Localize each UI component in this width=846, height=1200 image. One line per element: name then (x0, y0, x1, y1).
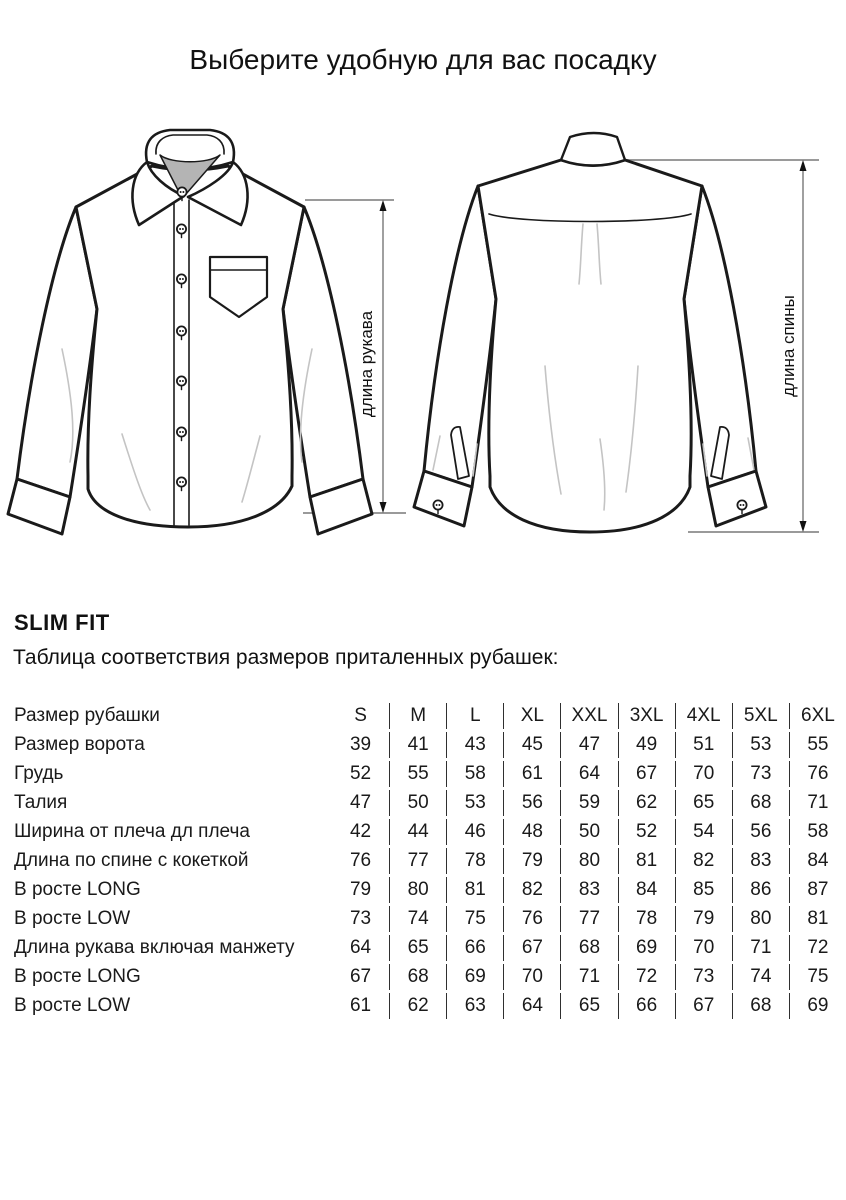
size-cell: 47 (560, 732, 617, 758)
size-cell: 70 (675, 761, 732, 787)
size-column-header: XL (503, 703, 560, 729)
size-cell: 78 (446, 848, 503, 874)
table-row (0, 964, 846, 990)
size-cell: 50 (560, 819, 617, 845)
shirt-back-drawing (414, 133, 766, 532)
size-cell: 72 (618, 964, 675, 990)
size-cell: 84 (618, 877, 675, 903)
size-cell: 79 (349, 879, 372, 900)
size-cell: 41 (389, 732, 446, 758)
size-cell: 80 (560, 848, 617, 874)
size-cell: 68 (560, 935, 617, 961)
size-cell: 72 (789, 935, 846, 961)
size-cell: 69 (446, 964, 503, 990)
sleeve-length-label: длина рукава (357, 310, 376, 418)
size-cell: 69 (618, 935, 675, 961)
size-cell: 67 (349, 966, 372, 987)
size-cell: 53 (446, 790, 503, 816)
size-cell: 81 (618, 848, 675, 874)
arrow-down-icon (380, 502, 387, 513)
size-cell: 81 (789, 906, 846, 932)
size-cell: 84 (789, 848, 846, 874)
size-cell: 70 (675, 935, 732, 961)
arrow-up-icon (380, 200, 387, 211)
size-cell: 39 (349, 734, 372, 755)
row-label: В росте LONG (14, 879, 141, 900)
size-cell: 80 (389, 877, 446, 903)
size-cell: 55 (789, 732, 846, 758)
size-cell: 66 (446, 935, 503, 961)
size-cell: 70 (503, 964, 560, 990)
row-label: Длина по спине с кокеткой (14, 850, 249, 871)
size-cell: 48 (503, 819, 560, 845)
size-header-label: Размер рубашки (14, 705, 160, 726)
shirt-diagram (0, 104, 846, 584)
size-table (0, 700, 846, 1022)
size-cell: 78 (618, 906, 675, 932)
table-row (0, 732, 846, 758)
table-row (0, 906, 846, 932)
size-cell: 55 (389, 761, 446, 787)
page-title: Выберите удобную для вас посадку (189, 44, 657, 75)
size-cell: 43 (446, 732, 503, 758)
row-label: Длина рукава включая манжету (14, 937, 295, 958)
size-column-header: 5XL (732, 703, 789, 729)
size-cell: 75 (446, 906, 503, 932)
size-cell: 80 (732, 906, 789, 932)
size-cell: 62 (618, 790, 675, 816)
size-cell: 46 (446, 819, 503, 845)
table-row (0, 848, 846, 874)
size-column-header: 4XL (675, 703, 732, 729)
row-label: В росте LONG (14, 966, 141, 987)
arrow-up-icon (800, 160, 807, 171)
size-cell: 59 (560, 790, 617, 816)
size-column-header: M (389, 703, 446, 729)
size-cell: 51 (675, 732, 732, 758)
size-cell: 64 (349, 937, 372, 958)
size-cell: 68 (732, 993, 789, 1019)
row-label: Размер ворота (14, 734, 145, 755)
size-cell: 67 (503, 935, 560, 961)
row-label: Грудь (14, 763, 64, 784)
size-column-header: L (446, 703, 503, 729)
table-row (0, 935, 846, 961)
size-cell: 56 (732, 819, 789, 845)
size-cell: 61 (349, 995, 372, 1016)
size-column-header: XXL (560, 703, 617, 729)
size-cell: 76 (789, 761, 846, 787)
size-cell: 66 (618, 993, 675, 1019)
size-cell: 83 (732, 848, 789, 874)
shirt-front-drawing (8, 130, 372, 534)
size-column-header: 6XL (789, 703, 846, 729)
size-cell: 58 (446, 761, 503, 787)
size-cell: 67 (618, 761, 675, 787)
size-cell: 77 (560, 906, 617, 932)
size-cell: 73 (732, 761, 789, 787)
table-subtitle: Таблица соответствия размеров приталенных рубашек: (13, 646, 559, 669)
size-cell: 83 (560, 877, 617, 903)
size-cell: 82 (503, 877, 560, 903)
row-label: Ширина от плеча дл плеча (14, 821, 250, 842)
size-cell: 45 (503, 732, 560, 758)
table-row (0, 993, 846, 1019)
size-cell: 44 (389, 819, 446, 845)
table-row (0, 819, 846, 845)
size-cell: 71 (560, 964, 617, 990)
size-cell: 65 (560, 993, 617, 1019)
size-cell: 69 (789, 993, 846, 1019)
size-cell: 47 (349, 792, 372, 813)
size-cell: 49 (618, 732, 675, 758)
size-column-header: 3XL (618, 703, 675, 729)
arrow-down-icon (800, 521, 807, 532)
size-cell: 77 (389, 848, 446, 874)
row-label: В росте LOW (14, 995, 131, 1016)
row-label: Талия (14, 792, 68, 813)
size-cell: 61 (503, 761, 560, 787)
size-cell: 64 (503, 993, 560, 1019)
size-cell: 62 (389, 993, 446, 1019)
row-label: В росте LOW (14, 908, 131, 929)
size-table-body (0, 732, 846, 1019)
size-cell: 85 (675, 877, 732, 903)
size-cell: 82 (675, 848, 732, 874)
size-cell: 64 (560, 761, 617, 787)
size-cell: 68 (732, 790, 789, 816)
size-cell: 73 (675, 964, 732, 990)
size-cell: 65 (389, 935, 446, 961)
size-cell: 74 (389, 906, 446, 932)
size-cell: 74 (732, 964, 789, 990)
size-cell: 53 (732, 732, 789, 758)
size-cell: 56 (503, 790, 560, 816)
back-length-label: длина спины (779, 295, 798, 397)
size-cell: 75 (789, 964, 846, 990)
table-row (0, 761, 846, 787)
size-cell: 86 (732, 877, 789, 903)
size-cell: 87 (789, 877, 846, 903)
fit-heading: SLIM FIT (14, 610, 110, 635)
size-cell: 52 (618, 819, 675, 845)
size-cell: 81 (446, 877, 503, 903)
size-cell: 68 (389, 964, 446, 990)
size-cell: 58 (789, 819, 846, 845)
size-cell: 79 (675, 906, 732, 932)
size-cell: 54 (675, 819, 732, 845)
size-cell: 65 (675, 790, 732, 816)
size-header-row (0, 703, 846, 729)
size-cell: 42 (349, 821, 372, 842)
size-cell: 63 (446, 993, 503, 1019)
size-column-header: S (354, 705, 367, 726)
size-cell: 76 (503, 906, 560, 932)
table-row (0, 877, 846, 903)
size-cell: 52 (349, 763, 372, 784)
size-cell: 71 (732, 935, 789, 961)
size-cell: 67 (675, 993, 732, 1019)
size-cell: 73 (349, 908, 372, 929)
table-row (0, 790, 846, 816)
size-cell: 79 (503, 848, 560, 874)
size-cell: 50 (389, 790, 446, 816)
size-cell: 71 (789, 790, 846, 816)
size-cell: 76 (349, 850, 372, 871)
